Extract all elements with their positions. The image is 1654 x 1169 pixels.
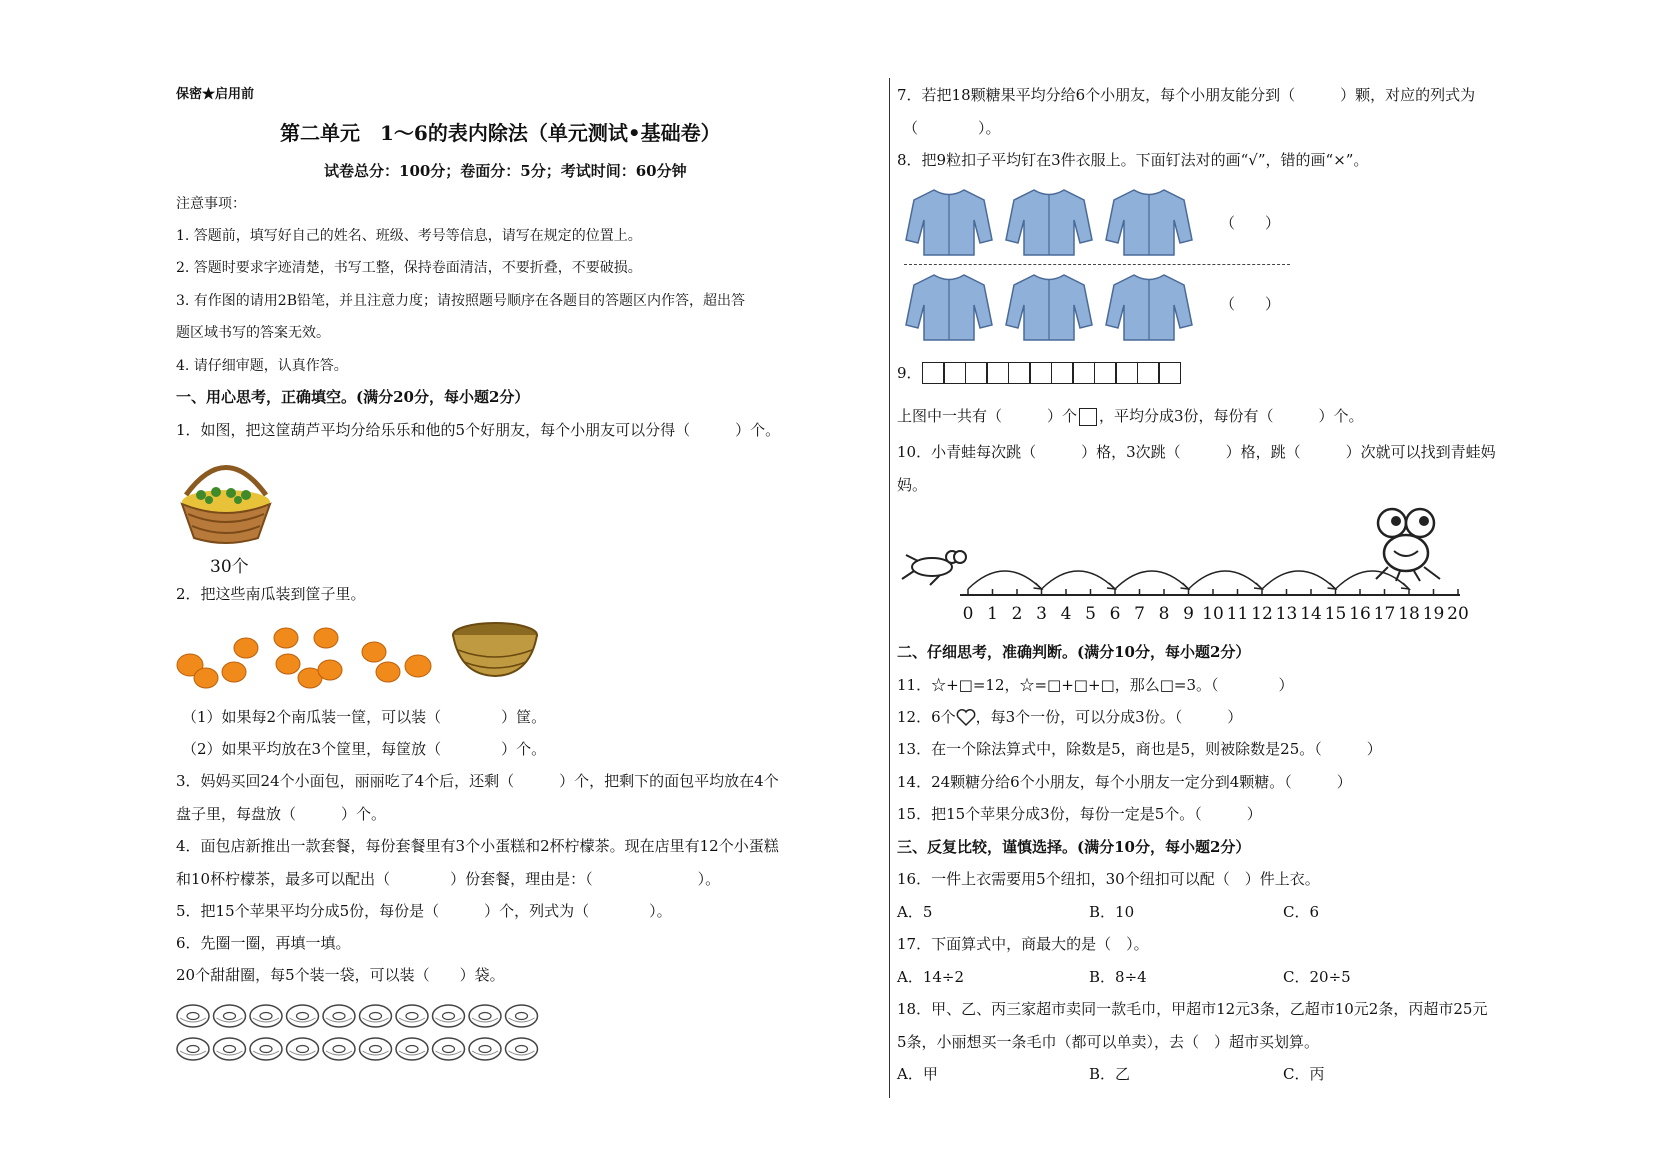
tick-label: 5 [1085,604,1096,624]
option-a[interactable]: A．甲 [897,1065,938,1083]
shirt-icon [1106,275,1192,340]
option-a[interactable]: A．14÷2 [897,968,965,986]
question-17: 17．下面算式中，商最大的是（ ）。 [897,935,1149,953]
donut-icon [214,1005,246,1027]
question-10: 10．小青蛙每次跳（ ）格，3次跳（ ）格，跳（ ）次就可以找到青蛙妈 [897,443,1496,461]
tick-label: 17 [1373,604,1396,624]
question-12 [897,706,1242,728]
shirt-icon [1006,190,1092,255]
donut-icon [396,1005,428,1027]
page-subtitle: 试卷总分：100分；卷面分：5分；考试时间：60分钟 [324,162,687,180]
section3-heading: 三、反复比较，谨慎选择。(满分10分，每小题2分） [897,838,1251,856]
tick-label: 11 [1226,604,1249,624]
tick-label: 2 [1011,604,1023,624]
donut-icon [506,1038,538,1060]
square-box [1158,362,1181,384]
tick-label: 14 [1300,604,1322,624]
donut-icon [250,1005,282,1027]
question-7: 7．若把18颗糖果平均分给6个小朋友，每个小朋友能分到（ ）颗，对应的列式为 [897,86,1476,104]
donut-icon [396,1038,428,1060]
donut-icon [250,1038,282,1060]
notice-heading: 注意事项： [176,196,246,212]
question-9: 9． [897,364,922,382]
donut-icon [469,1038,501,1060]
option-b[interactable]: B．10 [1089,903,1135,921]
section2-heading: 二、仔细思考，准确判断。(满分10分，每小题2分） [897,643,1251,661]
question-3-cont: 盘子里，每盘放（ ）个。 [176,805,387,823]
question-1: 1．如图，把这筐葫芦平均分给乐乐和他的5个好朋友，每个小朋友可以分得（ ）个。 [176,421,781,439]
gourd-basket-image [176,450,276,550]
jump-arcs [968,571,1409,589]
shirt-icon [906,275,992,340]
donut-icon [177,1038,209,1060]
option-c[interactable]: C．6 [1283,903,1320,921]
tick-label: 10 [1202,604,1224,624]
dashed-separator [904,264,1290,265]
square-box [1094,362,1117,384]
square-box [922,362,945,384]
question-18-cont: 5条，小丽想买一条毛巾（都可以单卖），去（ ）超市买划算。 [897,1033,1320,1051]
pumpkins-image [176,620,446,690]
tick-label: 19 [1422,604,1445,624]
section1-heading: 一、用心思考，正确填空。(满分20分，每小题2分） [176,388,530,406]
question-12-b: ，每3个一份，可以分成3份。（ ） [975,708,1243,726]
square-box [1051,362,1074,384]
shirt-icon [906,190,992,255]
shirt-icon [1106,190,1192,255]
square-box [1137,362,1160,384]
tick-label: 16 [1349,604,1371,624]
option-c[interactable]: C．丙 [1283,1065,1325,1083]
square-box [986,362,1009,384]
donut-icon [287,1038,319,1060]
tick-label: 12 [1251,604,1273,624]
donut-icon [433,1038,465,1060]
jump-arc [1115,571,1189,589]
question-2a: （1）如果每2个南瓜装一筐，可以装（ ）筐。 [182,708,547,726]
question-9-text-b: ，平均分成3份，每份有（ ）个。 [1099,407,1364,425]
jump-arc [1262,571,1336,589]
jump-arc [968,571,1042,589]
option-b[interactable]: B．乙 [1089,1065,1131,1083]
square-box [1008,362,1031,384]
page-title: 第二单元 1～6的表内除法（单元测试•基础卷） [280,121,721,145]
question-15: 15．把15个苹果分成3份，每份一定是5个。（ ） [897,805,1262,823]
square-box [1029,362,1052,384]
tick-label: 3 [1036,604,1047,624]
tick-label: 9 [1183,604,1194,624]
tick-label: 8 [1158,604,1170,624]
donuts-image [176,1003,556,1073]
tick-label: 7 [1134,604,1145,624]
jump-arc [1189,571,1263,589]
option-b[interactable]: B．8÷4 [1089,968,1147,986]
notice-item: 3. 有作图的请用2B铅笔，并且注意力度；请按照题号顺序在各题目的答题区内作答，超出答 [176,293,746,309]
donut-icon [323,1005,355,1027]
question-9-text [897,405,1364,427]
tick-label: 20 [1447,604,1469,624]
option-c[interactable]: C．20÷5 [1283,968,1351,986]
question-14: 14．24颗糖分给6个小朋友，每个小朋友一定分到4颗糖。（ ） [897,773,1352,791]
answer-blank-row1[interactable]: （ ） [1220,214,1281,232]
question-16: 16．一件上衣需要用5个纽扣，30个纽扣可以配（ ）件上衣。 [897,870,1320,888]
shirts-image [904,185,1204,345]
question-18: 18．甲、乙、丙三家超市卖同一款毛巾，甲超市12元3条，乙超市10元2条，丙超市25元 [897,1000,1488,1018]
column-divider [889,78,890,1098]
small-frog-icon [902,551,966,585]
heart-icon [956,709,976,727]
question-2b: （2）如果平均放在3个筐里，每筐放（ ）个。 [182,740,547,758]
answer-blank-row2[interactable]: （ ） [1220,295,1281,313]
question-11: 11．☆+□=12，☆=□+□+□，那么□=3。（ ） [897,676,1294,694]
question-13: 13．在一个除法算式中，除数是5，商也是5，则被除数是25。（ ） [897,740,1382,758]
question-6: 6．先圈一圈，再填一填。 [176,934,351,952]
question-9-text-a: 上图中一共有（ ）个 [897,407,1078,425]
donut-icon [360,1038,392,1060]
tick-label: 1 [987,604,998,624]
tick-label: 6 [1109,604,1121,624]
question-10-cont: 妈。 [897,476,928,494]
question-6-text: 20个甜甜圈，每5个装一袋，可以装（ ）袋。 [176,966,505,984]
square-boxes-row [923,362,1181,384]
tick-label: 13 [1275,604,1298,624]
donut-icon [214,1038,246,1060]
shirt-icon [1006,275,1092,340]
question-4: 4．面包店新推出一款套餐，每份套餐里有3个小蛋糕和2杯柠檬茶。现在店里有12个小蛋糕 [176,837,779,855]
question-7-cont: （ ）。 [903,119,1001,137]
notice-item: 1. 答题前，填写好自己的姓名、班级、考号等信息，请写在规定的位置上。 [176,228,642,244]
donut-icon [177,1005,209,1027]
square-box [965,362,988,384]
donut-icon [469,1005,501,1027]
tick-label: 4 [1060,604,1072,624]
basket-caption: 30个 [210,557,249,577]
tick-label: 15 [1324,604,1347,624]
question-2: 2．把这些南瓜装到筐子里。 [176,585,366,603]
square-symbol [1079,408,1097,426]
jump-arc [1042,571,1116,589]
mother-frog-icon [1376,509,1440,581]
option-a[interactable]: A．5 [897,903,933,921]
square-box [943,362,966,384]
empty-basket-image [450,620,540,680]
question-3: 3．妈妈买回24个小面包，丽丽吃了4个后，还剩（ ）个，把剩下的面包平均放在4个 [176,772,779,790]
tick-label: 0 [962,604,974,624]
notice-item: 4. 请仔细审题，认真作答。 [176,358,348,374]
notice-item: 2. 答题时要求字迹清楚，书写工整，保持卷面清洁，不要折叠，不要破损。 [176,260,642,276]
square-box [1115,362,1138,384]
question-8: 8．把9粒扣子平均钉在3件衣服上。下面钉法对的画“√”，错的画“×”。 [897,151,1369,169]
square-box [1072,362,1095,384]
question-4-cont: 和10杯柠檬茶，最多可以配出（ ）份套餐，理由是：（ ）。 [176,870,721,888]
donut-icon [433,1005,465,1027]
confidential-mark: 保密★启用前 [176,87,255,102]
question-5: 5．把15个苹果平均分成5份，每份是（ ）个，列式为（ ）。 [176,902,672,920]
donut-icon [360,1005,392,1027]
notice-item: 题区域书写的答案无效。 [176,325,330,341]
donut-icon [506,1005,538,1027]
tick-label: 18 [1398,604,1420,624]
donut-icon [323,1038,355,1060]
question-12-a: 12．6个 [897,708,956,726]
number-line [900,505,1469,635]
donut-icon [287,1005,319,1027]
